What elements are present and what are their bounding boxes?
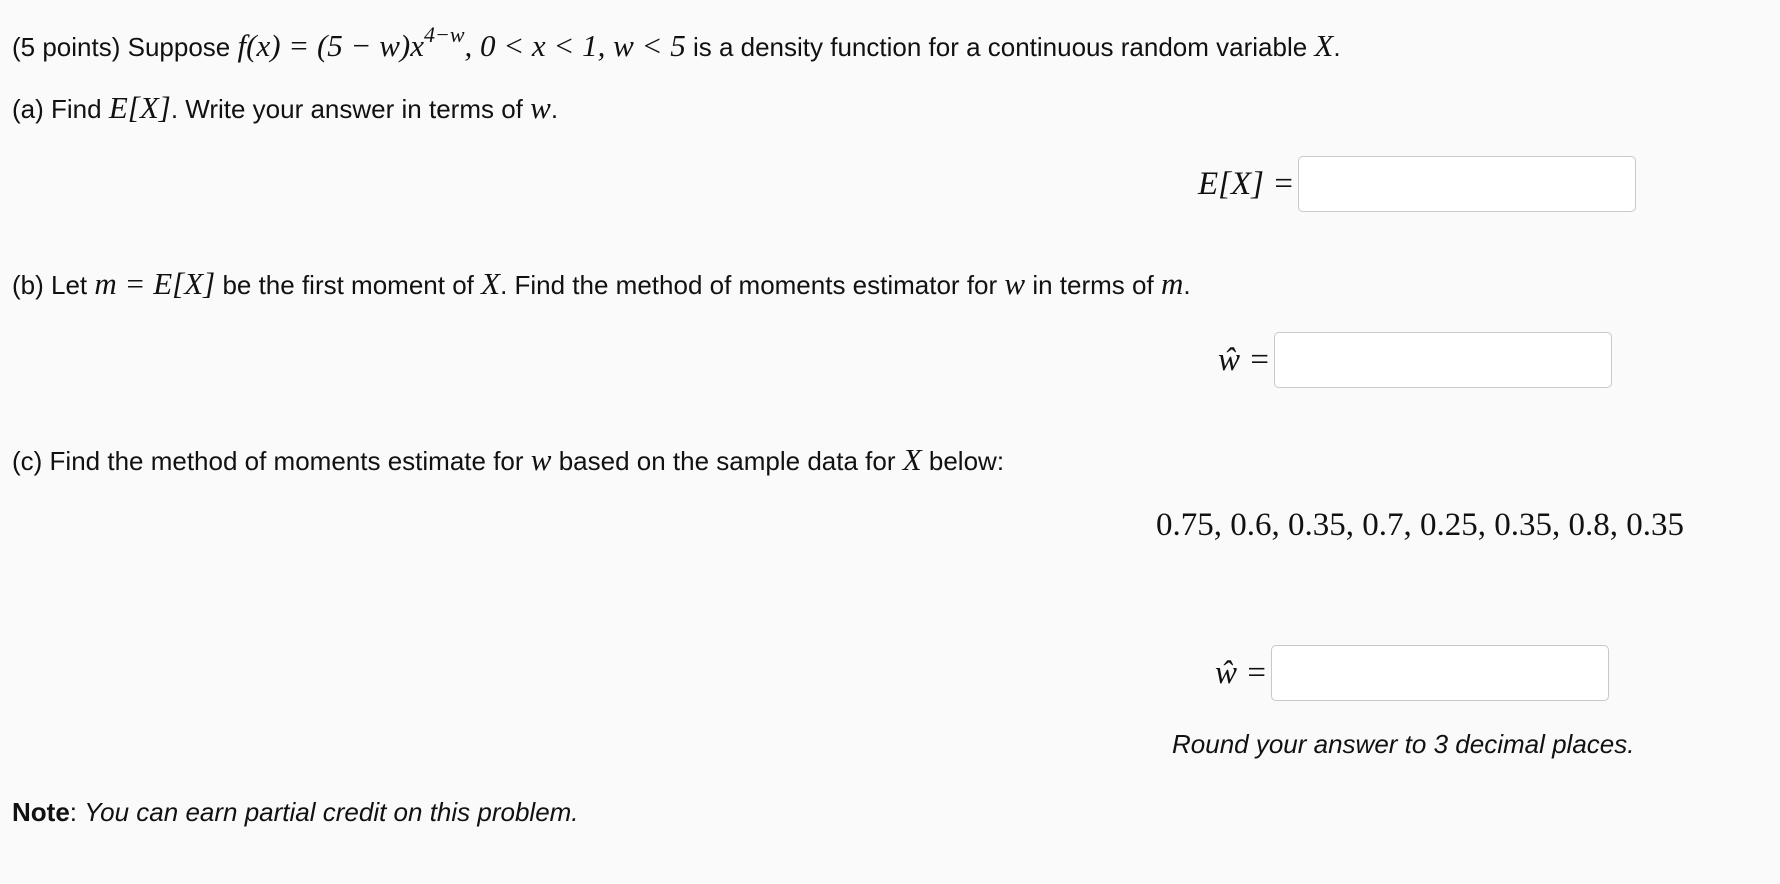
part-a-answer-label: E[X] = <box>1198 165 1295 202</box>
part-a-text: . Write your answer in terms of <box>170 94 523 124</box>
part-b-text2: . Find the method of moments estimator for <box>500 270 998 300</box>
part-c-variable: X <box>902 442 922 477</box>
note-text: You can earn partial credit on this problem. <box>84 797 579 827</box>
part-c-text: based on the sample data for <box>558 446 896 476</box>
part-a-period: . <box>550 94 559 124</box>
part-b-prompt <box>12 266 1191 302</box>
part-b-answer-label: ŵ = <box>1218 341 1271 378</box>
random-variable: X <box>1314 28 1334 63</box>
part-b-prefix: (b) Let <box>12 270 88 300</box>
part-a-prompt <box>12 90 558 126</box>
density-formula: f(x) = (5 − w)x <box>237 28 424 63</box>
part-a-answer-input[interactable] <box>1298 156 1636 212</box>
part-c-answer-input[interactable] <box>1271 645 1609 701</box>
part-c-suffix: below: <box>928 446 1005 476</box>
note-colon: : <box>69 797 78 827</box>
part-b-moment: m <box>1160 266 1184 301</box>
points-label: (5 points) <box>12 32 121 62</box>
partial-credit-note <box>12 797 579 828</box>
part-a-param: w <box>530 90 551 125</box>
part-b-param: w <box>1004 266 1026 301</box>
part-a-expectation: E[X] <box>108 90 171 125</box>
part-b-answer-input[interactable] <box>1274 332 1612 388</box>
part-b-answer-row <box>1218 332 1612 388</box>
note-label: Note <box>12 797 70 827</box>
part-c-answer-label: ŵ = <box>1215 654 1268 691</box>
part-b-moment-equation: m = E[X] <box>94 266 216 301</box>
rounding-instruction: Round your answer to 3 decimal places. <box>1172 729 1635 759</box>
part-b-text3: in terms of <box>1032 270 1154 300</box>
part-a-answer-row <box>1198 156 1636 212</box>
density-domain: , 0 < x < 1, w < 5 <box>464 28 686 63</box>
part-b-variable: X <box>481 266 501 301</box>
problem-statement <box>12 22 1341 64</box>
sample-data: 0.75, 0.6, 0.35, 0.7, 0.25, 0.35, 0.8, 0.35 <box>1156 507 1684 543</box>
part-b-period: . <box>1183 270 1191 300</box>
part-c-answer-row <box>1215 645 1609 701</box>
intro-text: is a density function for a continuous random variable <box>692 32 1308 62</box>
suppose-text: Suppose <box>127 32 231 62</box>
problem-period: . <box>1333 32 1341 62</box>
part-c-prefix: (c) Find the method of moments estimate for <box>12 446 524 476</box>
density-exponent: 4−w <box>423 22 465 47</box>
part-c-prompt <box>12 442 1004 478</box>
part-a-prefix: (a) Find <box>12 94 102 124</box>
part-b-text1: be the first moment of <box>222 270 474 300</box>
part-c-param: w <box>530 442 552 477</box>
